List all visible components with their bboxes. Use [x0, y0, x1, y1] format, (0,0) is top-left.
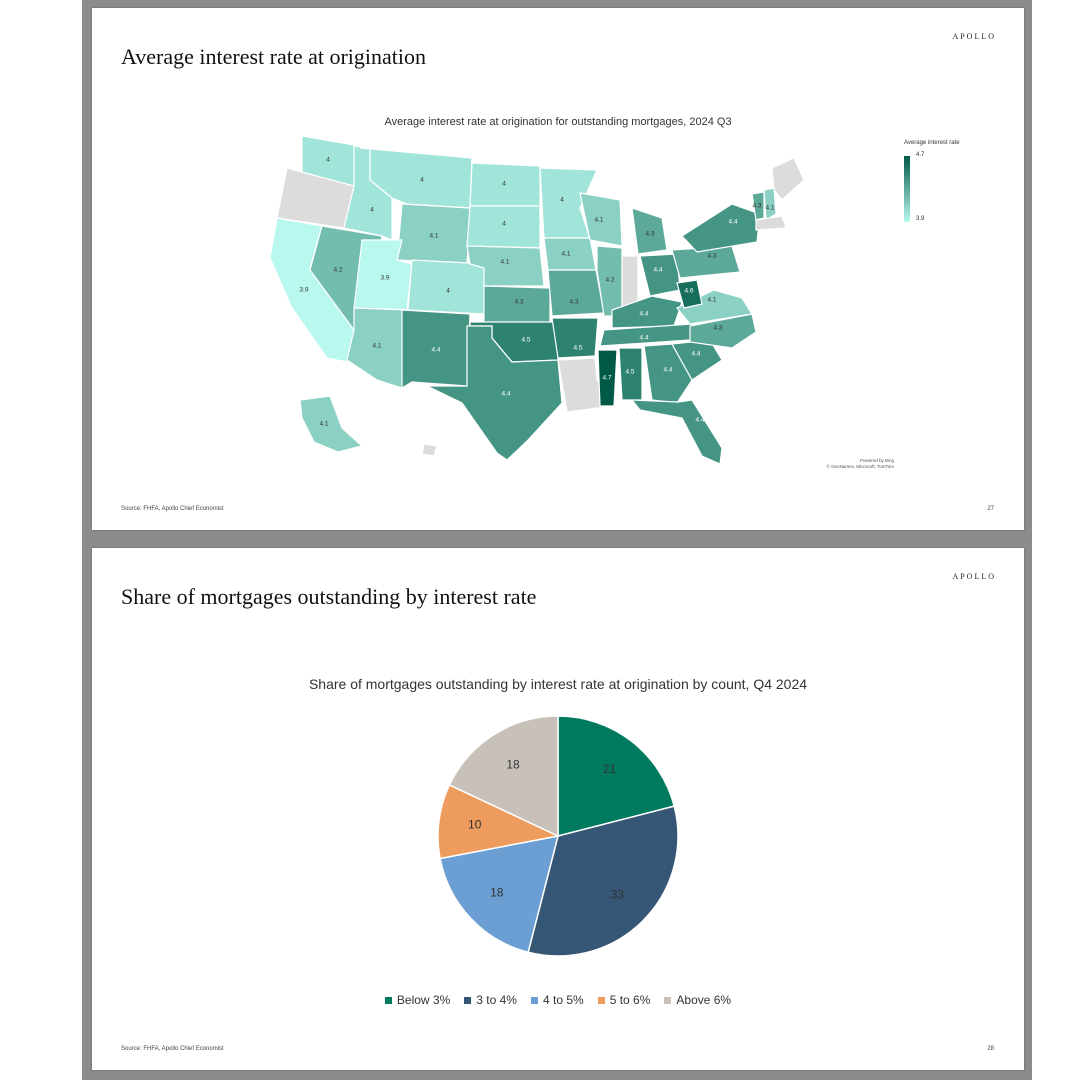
state-label-nv: 4.2	[333, 266, 343, 274]
state-label-sc: 4.4	[691, 350, 701, 358]
state-in	[622, 256, 638, 308]
state-me	[772, 158, 804, 200]
attribution-line-2: © GeoNames, Microsoft, TomTom	[826, 464, 894, 469]
map-legend	[904, 140, 960, 222]
state-ak	[300, 396, 362, 452]
legend-label-2: 4 to 5%	[542, 993, 584, 1007]
legend-min: 3.9	[916, 216, 925, 222]
brand-logo: APOLLO	[952, 32, 996, 41]
state-label-mn: 4	[560, 196, 564, 204]
state-label-wi: 4.1	[594, 216, 604, 224]
document-viewer[interactable]	[82, 0, 1032, 1080]
state-hi	[422, 444, 437, 456]
pie-data-label-3: 10	[468, 817, 482, 832]
state-label-az: 4.1	[372, 342, 382, 350]
state-label-nc: 4.3	[713, 324, 723, 332]
state-label-al: 4.5	[625, 368, 635, 376]
legend-item-4	[664, 993, 731, 1007]
slide-27	[92, 8, 1024, 530]
legend-label-4: Above 6%	[676, 993, 732, 1007]
state-label-wv: 4.6	[684, 287, 694, 295]
state-label-ok: 4.5	[521, 336, 531, 344]
legend-swatch-0	[385, 997, 392, 1004]
source-note: Source: FHFA, Apollo Chief Economist	[121, 1046, 224, 1052]
state-fl	[632, 400, 722, 464]
state-label-oh: 4.4	[653, 266, 663, 274]
legend-item-3	[598, 993, 651, 1007]
state-label-pa: 4.3	[707, 252, 717, 260]
page-number: 28	[987, 1046, 994, 1052]
state-label-nd: 4	[502, 180, 506, 188]
legend-label-0: Below 3%	[396, 993, 451, 1007]
state-label-ut: 3.9	[380, 274, 390, 282]
slide-title: Average interest rate at origination	[121, 44, 427, 69]
state-label-fl: 4.4	[695, 416, 705, 424]
page-number: 27	[987, 506, 994, 512]
slide-28	[92, 548, 1024, 1070]
state-label-vt: 4.3	[752, 202, 762, 210]
legend-label-3: 5 to 6%	[609, 993, 651, 1007]
pie-data-label-1: 33	[610, 887, 625, 902]
legend-swatch-1	[464, 997, 471, 1004]
map-states	[270, 136, 804, 464]
state-label-nh: 4.1	[765, 204, 775, 212]
state-label-ky: 4.4	[639, 310, 649, 318]
map-chart-title: Average interest rate at origination for outstanding mortgages, 2024 Q3	[384, 116, 732, 128]
state-label-tx: 4.4	[501, 390, 511, 398]
pie-chart-title: Share of mortgages outstanding by interest rate at origination by count, Q4 2024	[308, 676, 808, 692]
slide-title: Share of mortgages outstanding by interest rate	[121, 584, 537, 609]
map-attribution	[827, 458, 895, 470]
state-label-mi: 4.3	[645, 230, 655, 238]
state-label-co: 4	[446, 287, 450, 295]
state-label-ia: 4.1	[561, 250, 571, 258]
state-label-ny: 4.4	[728, 218, 738, 226]
state-label-tn: 4.4	[639, 334, 649, 342]
state-label-mo: 4.3	[569, 298, 579, 306]
source-note: Source: FHFA, Apollo Chief Economist	[121, 506, 224, 512]
pie-legend	[92, 993, 1024, 1007]
state-oh	[640, 254, 680, 296]
legend-max: 4.7	[916, 152, 925, 158]
state-label-ak: 4.1	[319, 420, 329, 428]
attribution-line-1: Powered by Bing	[859, 458, 894, 463]
state-label-ca: 3.9	[299, 286, 309, 294]
state-label-wa: 4	[326, 156, 330, 164]
legend-label-1: 3 to 4%	[476, 993, 517, 1007]
legend-swatch-3	[598, 997, 605, 1004]
pie-data-label-0: 21	[602, 761, 617, 776]
state-ny	[682, 204, 760, 252]
pie-data-label-2: 18	[490, 885, 504, 900]
state-label-il: 4.2	[605, 276, 615, 284]
legend-item-1	[464, 993, 517, 1007]
state-mo	[548, 270, 604, 316]
state-label-id: 4	[370, 206, 374, 214]
pie-data-label-4: 18	[506, 757, 520, 772]
legend-item-2	[531, 993, 584, 1007]
state-label-wy: 4.1	[429, 232, 439, 240]
state-ar	[552, 318, 598, 358]
state-label-ms: 4.7	[602, 374, 612, 382]
legend-gradient	[904, 156, 910, 222]
state-label-ar: 4.5	[573, 344, 583, 352]
pie-chart	[92, 548, 1024, 1070]
legend-item-0	[385, 993, 450, 1007]
us-choropleth-map	[92, 8, 1024, 530]
legend-title: Average interest rate	[904, 140, 960, 146]
brand-logo: APOLLO	[952, 572, 996, 581]
state-label-ne: 4.1	[500, 258, 510, 266]
state-label-ga: 4.4	[663, 366, 673, 374]
state-label-mt: 4	[420, 176, 424, 184]
state-label-nm: 4.4	[431, 346, 441, 354]
state-label-ks: 4.3	[514, 298, 524, 306]
legend-swatch-4	[664, 997, 671, 1004]
state-label-va: 4.1	[707, 296, 717, 304]
state-label-sd: 4	[502, 220, 506, 228]
legend-swatch-2	[531, 997, 538, 1004]
